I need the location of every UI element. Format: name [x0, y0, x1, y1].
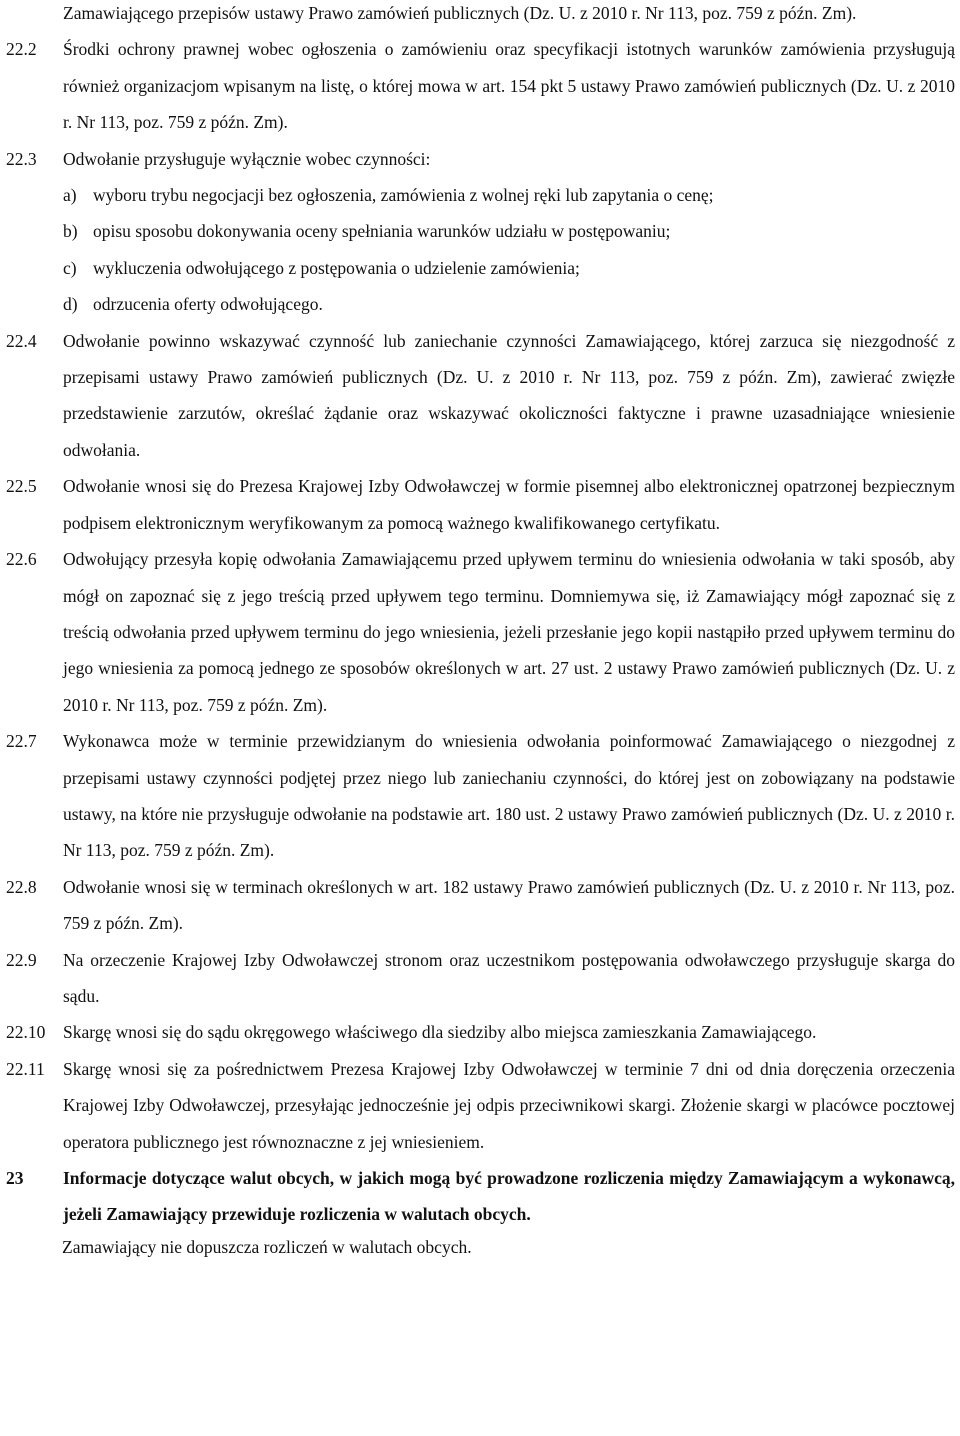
- item-number: 22.3: [6, 148, 37, 169]
- item-text: Odwołanie wnosi się w terminach określonych w art. 182 ustawy Prawo zamówień publicznych (Dz. U. z 2010 r. Nr 113, poz. 759 z późn. Zm).: [63, 876, 955, 934]
- sub-item-b: [63, 213, 955, 249]
- item-22-2: [0, 31, 960, 140]
- item-text: Środki ochrony prawnej wobec ogłoszenia o zamówieniu oraz specyfikacji istotnych warunków zamówienia przysługują również organizacjom wpisanym na listę, o której mowa w art. 154 pkt 5 ustawy Prawo zamówień publicznych (Dz. U. z 2010 r. Nr 113, poz. 759 z późn. Zm).: [63, 39, 955, 133]
- intro-continuation: Zamawiającego przepisów ustawy Prawo zamówień publicznych (Dz. U. z 2010 r. Nr 113, poz. 759 z późn. Zm).: [63, 3, 857, 23]
- item-number: 22.8: [6, 876, 37, 897]
- sub-item-text: wyboru trybu negocjacji bez ogłoszenia, zamówienia z wolnej ręki lub zapytania o cenę;: [93, 185, 714, 206]
- item-22-3: [0, 141, 960, 323]
- item-22-4: [0, 323, 960, 469]
- item-22-6: [0, 541, 960, 723]
- item-number: 22.11: [6, 1058, 45, 1079]
- item-text: Skargę wnosi się do sądu okręgowego właściwego dla siedziby albo miejsca zamieszkania Zamawiającego.: [63, 1022, 817, 1043]
- sub-item-letter: b): [63, 221, 78, 242]
- section-23-note: Zamawiający nie dopuszcza rozliczeń w walutach obcych.: [62, 1236, 472, 1257]
- sub-item-text: opisu sposobu dokonywania oceny spełniania warunków udziału w postępowaniu;: [93, 221, 671, 242]
- item-22-9: [0, 942, 960, 1015]
- item-22-8: [0, 869, 960, 942]
- item-number: 22.5: [6, 476, 37, 497]
- sub-item-c: [63, 250, 955, 286]
- item-text: Odwołujący przesyła kopię odwołania Zamawiającemu przed upływem terminu do wniesienia odwołania w taki sposób, aby mógł on zapoznać się z jego treścią przed upływem tego terminu. Domniemywa się, iż Zamawiający mógł zapoznać się z treścią odwołania przed upływem terminu do jego wniesienia, jeżeli przesłanie jego kopii nastąpiło przed upływem terminu do jego wniesienia za pomocą jednego ze sposobów określonych w art. 27 ust. 2 ustawy Prawo zamówień publicznych (Dz. U. z 2010 r. Nr 113, poz. 759 z późn. Zm).: [63, 549, 955, 715]
- item-text: Odwołanie powinno wskazywać czynność lub zaniechanie czynności Zamawiającego, której zarzuca się niezgodność z przepisami ustawy Prawo zamówień publicznych (Dz. U. z 2010 r. Nr 113, poz. 759 z późn. Zm), zawierać zwięzłe przedstawienie zarzutów, określać żądanie oraz wskazywać okoliczności faktyczne i prawne uzasadniające wniesienie odwołania.: [63, 330, 955, 460]
- sub-item-text: odrzucenia oferty odwołującego.: [93, 294, 323, 315]
- item-number: 22.4: [6, 330, 37, 351]
- item-number: 22.6: [6, 549, 37, 570]
- sub-item-letter: d): [63, 294, 78, 315]
- item-text: Wykonawca może w terminie przewidzianym do wniesienia odwołania poinformować Zamawiającego o niezgodnej z przepisami ustawy czynności podjętej przez niego lub zaniechaniu czynności, do której jest on zobowiązany na podstawie ustawy, na które nie przysługuje odwołanie na podstawie art. 180 ust. 2 ustawy Prawo zamówień publicznych (Dz. U. z 2010 r. Nr 113, poz. 759 z późn. Zm).: [63, 731, 955, 861]
- item-text: Skargę wnosi się za pośrednictwem Prezesa Krajowej Izby Odwoławczej w terminie 7 dni od dnia doręczenia orzeczenia Krajowej Izby Odwoławczej, przesyłając jednocześnie jej odpis przeciwnikowi skargi. Złożenie skargi w placówce pocztowej operatora publicznego jest równoznaczne z jej wniesieniem.: [63, 1058, 955, 1152]
- item-number: 22.9: [6, 949, 37, 970]
- item-text: Odwołanie wnosi się do Prezesa Krajowej Izby Odwoławczej w formie pisemnej albo elektronicznej opatrzonej bezpiecznym podpisem elektronicznym weryfikowanym za pomocą ważnego kwalifikowanego certyfikatu.: [63, 476, 955, 533]
- item-number: 22.10: [6, 1022, 46, 1043]
- section-heading: Informacje dotyczące walut obcych, w jakich mogą być prowadzone rozliczenia między Zamawiającym a wykonawcą, jeżeli Zamawiający przewiduje rozliczenia w walutach obcych.: [63, 1168, 955, 1225]
- sub-item-d: [63, 286, 955, 322]
- sub-item-letter: c): [63, 257, 77, 278]
- item-number: 22.2: [6, 39, 37, 60]
- section-number: 23: [6, 1168, 24, 1188]
- item-22-5: [0, 468, 960, 541]
- sub-item-text: wykluczenia odwołującego z postępowania o udzielenie zamówienia;: [93, 257, 580, 278]
- item-text: Na orzeczenie Krajowej Izby Odwoławczej stronom oraz uczestnikom postępowania odwoławczego przysługuje skarga do sądu.: [63, 949, 955, 1006]
- section-23: [0, 1160, 960, 1233]
- sub-item-letter: a): [63, 185, 77, 206]
- item-22-7: [0, 723, 960, 869]
- sub-item-a: [63, 177, 955, 213]
- item-number: 22.7: [6, 731, 37, 752]
- item-22-10: [0, 1014, 960, 1050]
- item-22-11: [0, 1051, 960, 1160]
- item-text: Odwołanie przysługuje wyłącznie wobec czynności:: [63, 148, 431, 169]
